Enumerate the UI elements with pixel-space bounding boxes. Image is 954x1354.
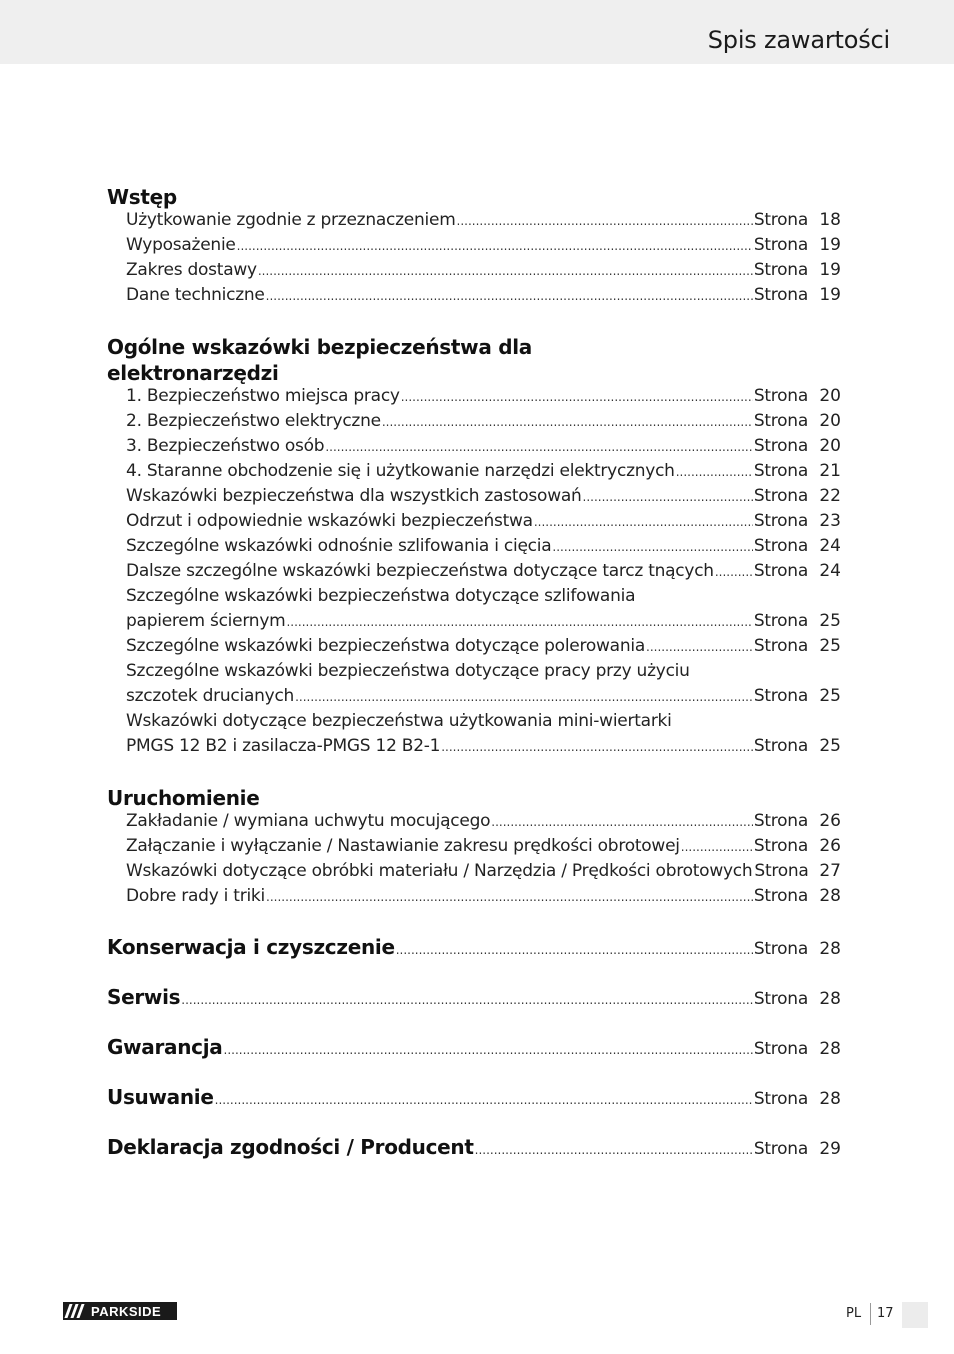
section-title-line2: elektronarzędzi <box>107 361 279 385</box>
page-number: 25 <box>819 611 841 631</box>
dot-leader <box>441 740 753 754</box>
section-title: Wstęp <box>107 185 177 209</box>
page-number: 19 <box>819 235 841 255</box>
toc-entry[interactable] <box>126 386 841 411</box>
toc-section-wstep <box>107 184 841 310</box>
toc-section-safety <box>107 334 841 761</box>
table-of-contents <box>107 184 841 1185</box>
toc-entry[interactable] <box>126 561 841 586</box>
toc-entry[interactable] <box>126 836 841 861</box>
dot-leader <box>401 390 753 404</box>
dot-leader <box>224 1043 753 1057</box>
dot-leader <box>676 465 753 479</box>
entry-label: Dalsze szczególne wskazówki bezpieczeństwa dotyczące tarcz tnących <box>126 561 714 581</box>
dot-leader <box>325 440 753 454</box>
toc-entry[interactable] <box>126 486 841 511</box>
footer-box <box>902 1302 928 1328</box>
page-number: 28 <box>819 1089 841 1109</box>
entry-label: 3. Bezpieczeństwo osób <box>126 436 325 456</box>
page-number: 27 <box>819 861 841 881</box>
dot-leader <box>237 239 753 253</box>
logo-stripes-icon <box>63 1302 85 1320</box>
toc-entry[interactable] <box>126 611 841 636</box>
dot-leader <box>681 840 753 854</box>
toc-entry-konserwacja[interactable] <box>107 935 841 985</box>
entry-label: Wskazówki dotyczące obróbki materiału / Narzędzia / Prędkości obrotowych <box>126 861 753 881</box>
dot-leader <box>295 690 753 704</box>
page-title: Spis zawartości <box>707 26 890 54</box>
strona-label: Strona <box>753 411 808 431</box>
page-number: 26 <box>819 811 841 831</box>
page-number: 22 <box>819 486 841 506</box>
toc-entry[interactable] <box>126 210 841 235</box>
entry-title: Gwarancja <box>107 1035 223 1059</box>
page-number-footer: 17 <box>877 1306 894 1321</box>
dot-leader <box>552 540 752 554</box>
toc-entry-line1 <box>126 711 841 736</box>
page-number: 28 <box>819 1039 841 1059</box>
toc-entry[interactable] <box>126 811 841 836</box>
entry-label: papierem ściernym <box>126 611 286 631</box>
strona-label: Strona <box>753 886 808 906</box>
entry-label: Szczególne wskazówki bezpieczeństwa dotyczące polerowania <box>126 636 646 656</box>
toc-entry-line1 <box>126 586 841 611</box>
strona-label: Strona <box>753 511 808 531</box>
header-bar <box>0 0 954 64</box>
toc-entry[interactable] <box>126 511 841 536</box>
toc-entry[interactable] <box>126 461 841 486</box>
entry-label: Odrzut i odpowiednie wskazówki bezpieczeństwa <box>126 511 533 531</box>
toc-entry[interactable] <box>126 861 841 886</box>
dot-leader <box>215 1093 753 1107</box>
entry-label: PMGS 12 B2 i zasilacza-PMGS 12 B2-1 <box>126 736 441 756</box>
entry-label: Załączanie i wyłączanie / Nastawianie zakresu prędkości obrotowej <box>126 836 680 856</box>
strona-label: Strona <box>753 285 808 305</box>
strona-label: Strona <box>753 611 808 631</box>
toc-entry[interactable] <box>126 636 841 661</box>
entry-title: Serwis <box>107 985 181 1009</box>
parkside-logo <box>63 1302 177 1320</box>
footer-divider <box>870 1303 871 1325</box>
entry-label: Zakres dostawy <box>126 260 257 280</box>
page-number: 23 <box>819 511 841 531</box>
entry-label: Szczególne wskazówki odnośnie szlifowania i cięcia <box>126 536 552 556</box>
dot-leader <box>266 890 753 904</box>
entry-label: Użytkowanie zgodnie z przeznaczeniem <box>126 210 456 230</box>
dot-leader <box>266 289 753 303</box>
toc-section-uruchomienie <box>107 785 841 911</box>
toc-entry[interactable] <box>126 886 841 911</box>
strona-label: Strona <box>754 861 809 881</box>
page-number: 25 <box>819 636 841 656</box>
dot-leader <box>258 264 753 278</box>
language-code: PL <box>846 1306 862 1321</box>
entry-label: 2. Bezpieczeństwo elektryczne <box>126 411 381 431</box>
strona-label: Strona <box>753 939 808 959</box>
toc-entry-usuwanie[interactable] <box>107 1085 841 1135</box>
entry-label: Zakładanie / wymiana uchwytu mocującego <box>126 811 491 831</box>
page-number: 24 <box>819 536 841 556</box>
strona-label: Strona <box>753 989 808 1009</box>
toc-entry[interactable] <box>126 736 841 761</box>
toc-entry-line1 <box>126 661 841 686</box>
strona-label: Strona <box>753 686 808 706</box>
dot-leader <box>396 943 753 957</box>
strona-label: Strona <box>753 536 808 556</box>
entry-label: Dane techniczne <box>126 285 265 305</box>
strona-label: Strona <box>753 561 808 581</box>
toc-entry-serwis[interactable] <box>107 985 841 1035</box>
page-number: 25 <box>819 736 841 756</box>
page-number: 20 <box>819 411 841 431</box>
toc-entry[interactable] <box>126 536 841 561</box>
entry-label: Dobre rady i triki <box>126 886 265 906</box>
dot-leader <box>457 214 753 228</box>
toc-entry[interactable] <box>126 285 841 310</box>
page-number: 29 <box>819 1139 841 1159</box>
entry-label: 4. Staranne obchodzenie się i użytkowanie narzędzi elektrycznych <box>126 461 675 481</box>
entry-title: Konserwacja i czyszczenie <box>107 935 395 959</box>
strona-label: Strona <box>753 386 808 406</box>
page-number: 18 <box>819 210 841 230</box>
page-number: 24 <box>819 561 841 581</box>
strona-label: Strona <box>753 636 808 656</box>
strona-label: Strona <box>753 736 808 756</box>
strona-label: Strona <box>753 210 808 230</box>
page-number: 19 <box>819 285 841 305</box>
dot-leader <box>181 993 753 1007</box>
dot-leader <box>534 515 753 529</box>
strona-label: Strona <box>753 1139 808 1159</box>
page-number: 28 <box>819 939 841 959</box>
dot-leader <box>715 565 753 579</box>
strona-label: Strona <box>753 836 808 856</box>
strona-label: Strona <box>753 1089 808 1109</box>
entry-label: szczotek drucianych <box>126 686 295 706</box>
logo-text: PARKSIDE <box>91 1303 162 1319</box>
page-number: 21 <box>819 461 841 481</box>
page-number: 28 <box>819 989 841 1009</box>
strona-label: Strona <box>753 260 808 280</box>
strona-label: Strona <box>753 461 808 481</box>
page-number: 20 <box>819 436 841 456</box>
strona-label: Strona <box>753 1039 808 1059</box>
page-number: 19 <box>819 260 841 280</box>
page-number: 28 <box>819 886 841 906</box>
strona-label: Strona <box>753 235 808 255</box>
toc-entry[interactable] <box>126 436 841 461</box>
entry-title: Deklaracja zgodności / Producent <box>107 1135 474 1159</box>
dot-leader <box>286 615 752 629</box>
dot-leader <box>646 640 753 654</box>
toc-entry-gwarancja[interactable] <box>107 1035 841 1085</box>
entry-label-line1: Szczególne wskazówki bezpieczeństwa dotyczące szlifowania <box>126 586 636 606</box>
page-number: 25 <box>819 686 841 706</box>
toc-entry[interactable] <box>126 235 841 260</box>
entry-label: Wyposażenie <box>126 235 236 255</box>
entry-label: Wskazówki bezpieczeństwa dla wszystkich zastosowań <box>126 486 582 506</box>
strona-label: Strona <box>753 811 808 831</box>
strona-label: Strona <box>753 436 808 456</box>
dot-leader <box>583 490 753 504</box>
entry-label-line1: Wskazówki dotyczące bezpieczeństwa użytkowania mini-wiertarki <box>126 711 672 731</box>
entry-title: Usuwanie <box>107 1085 214 1109</box>
page-number: 26 <box>819 836 841 856</box>
section-title: Uruchomienie <box>107 786 260 810</box>
page-number: 20 <box>819 386 841 406</box>
toc-entry[interactable] <box>126 686 841 711</box>
toc-entry-deklaracja[interactable] <box>107 1135 841 1185</box>
dot-leader <box>491 815 753 829</box>
entry-label-line1: Szczególne wskazówki bezpieczeństwa dotyczące pracy przy użyciu <box>126 661 690 681</box>
dot-leader <box>382 415 753 429</box>
strona-label: Strona <box>753 486 808 506</box>
toc-entry[interactable] <box>126 411 841 436</box>
entry-label: 1. Bezpieczeństwo miejsca pracy <box>126 386 400 406</box>
toc-entry[interactable] <box>126 260 841 285</box>
section-title-line1: Ogólne wskazówki bezpieczeństwa dla <box>107 335 532 359</box>
dot-leader <box>475 1143 753 1157</box>
